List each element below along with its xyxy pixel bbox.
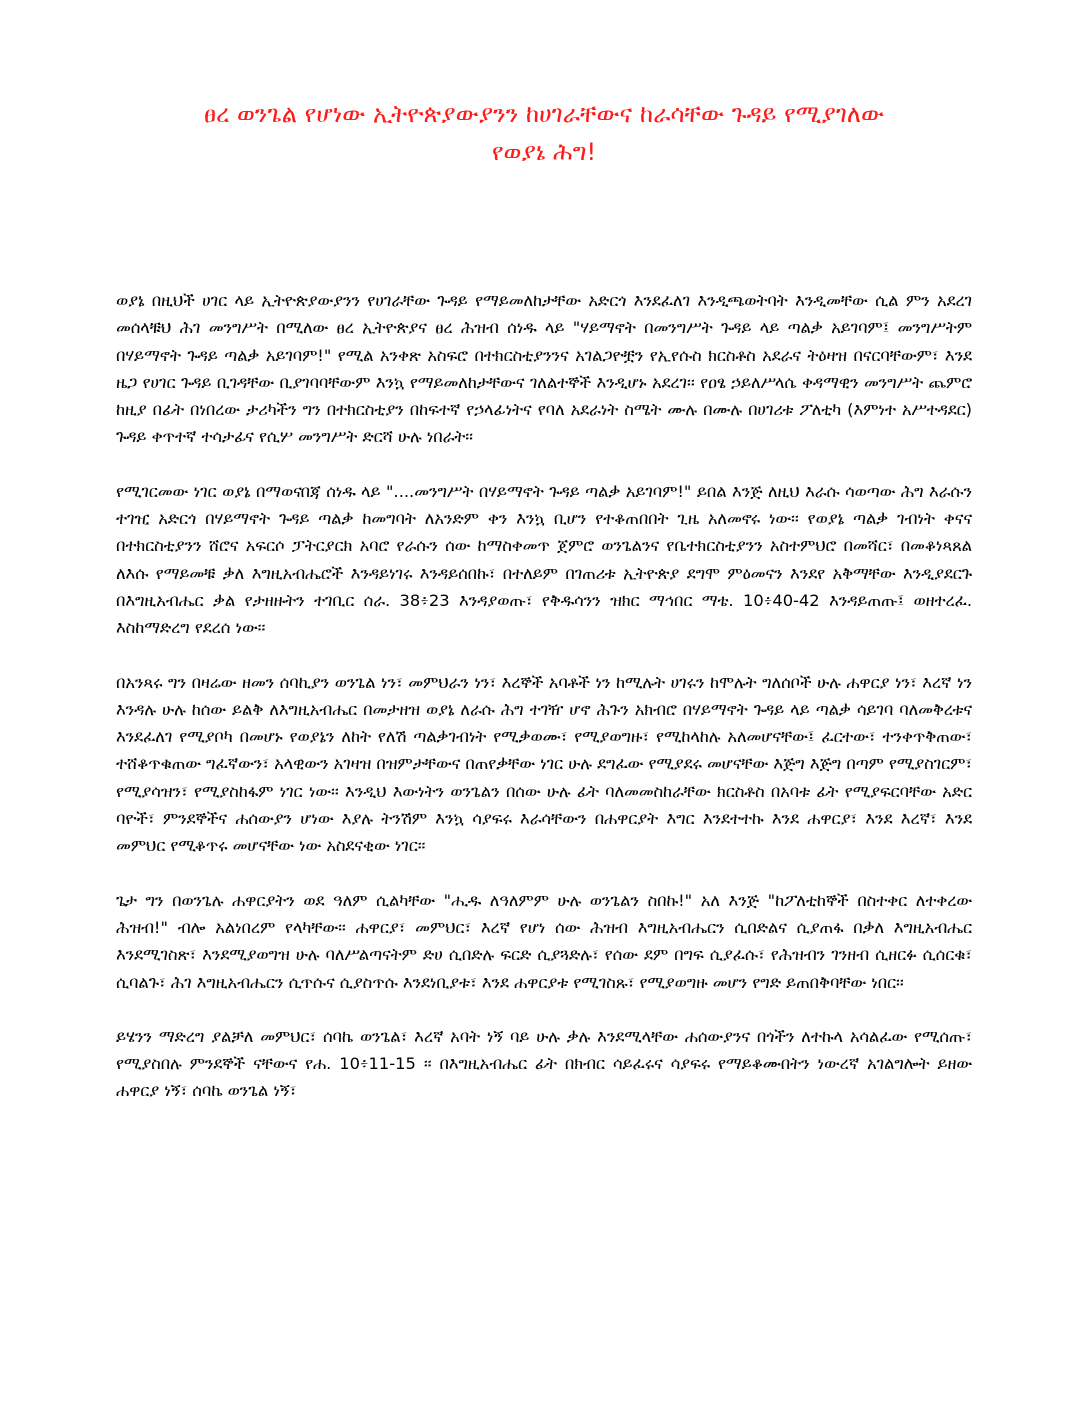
title-line-2: የወያኔ ሕግ! [491, 138, 597, 166]
paragraph-1: ወያኔ በዚህች ሀገር ላይ ኢትዮጵያውያንን የሀገራቸው ጉዳይ የማይመለከታቸው አድርጎ እንደፈለገ እንዲጫወትባት እንዲመቸው ሲል ምን አደረገ መሰላቹህ ሕገ መንግሥት በሚለው ፀረ ኢትዮጵያና ፀረ ሕዝብ ሰነዱ ላይ "ሃይማኖት በመንግሥት ጉዳይ ላይ ጣልቃ አይገባም፤ መንግሥትም በሃይማኖት ጉዳይ ጣልቃ አይገባም!" የሚል አንቀጽ አስፍሮ በተክርስቲያንንና አገልጋዮቿን የኢየሱስ ክርስቶስ አደራና ትዕዛዝ በናርባቸውም፣ እንደ ዜጋ የሀገር ጉዳይ ቢገዳቸው ቢያገባባቸውም እንኳ የማይመለከታቸውና ገለልተኞች እንዲሆኑ አደረገ፡፡ የዐፄ ኃይለሥላሴ ቀዳማዊን መንግሥት ጨምሮ ከዚያ በፊት በነበረው ታሪካችን ግን በተክርስቲያን በከፍተኛ የኃላፊነትና የባለ አደራነት ስሜት ሙሉ በሙሉ በሀገሪቱ ፖለቲካ (እምነተ አሥተዳደር) ጉዳይ ቀጥተኛ ተሳታፊና የሲሦ መንግሥት ድርሻ ሁሉ ነበራት፡፡ [116, 291, 972, 447]
paragraph-2: የሚገርመው ነገር ወያኔ በማወናበጃ ሰነዱ ላይ "....መንግሥት በሃይማኖት ጉዳይ ጣልቃ አይገባም!" ይበል እንጅ ለዚህ እራሱ ሳወጣው ሕግ እራሱን ተገዢ አድርጎ በሃይማኖት ጉዳይ ጣልቃ ከመግባት ለአንድም ቀን እንኳ ቢሆን የተቆጠበበት ጊዜ አለመኖሩ ነው፡፡ የወያኔ ጣልቃ ገብነት ቀናና በተክርስቲያንን ሸሮና አፍርሶ ፓትርያርክ አባሮ የራሱን ሰው ከማስቀመጥ ጀምሮ ወንጌልንና የቤተክርስቲያንን አስተምህሮ በመሻር፣ በመቆነጻጸል ለእሱ የማይመቹ ቃለ እግዚአብሔሮች እንዳይነገሩ እንዳይሰበኩ፣ በተለይም በገጠሪቱ ኢትዮጵያ ደግሞ ምዕመናን እንደየ አቅማቸው እንዲያደርጉ በእግዚአብሔር ቃል የታዘዙትን ተገቢር ሰራ. 38፥23 እንዳያወጡ፣ የቅዱሳንን ዝክር ማኅበር ማቴ. 10፥40-42 እንዳይጠጡ፤ ወዘተረፈ. እስከማድረግ የደረሰ ነው፡፡ [116, 481, 972, 638]
paragraph-4: ጌታ ግን በወንጌሉ ሐዋርያትን ወደ ዓለም ሲልካቸው "ሒዱ ለዓለምም ሁሉ ወንጌልን ስበኩ!" አለ እንጅ "ከፖለቲከኞች በስተቀር ለተቀረው ሕዝብ!" ብሎ አልነበረም የላካቸው፡፡ ሐዋርያ፣ መምህር፣ እረኛ የሆነ ሰው ሕዝብ እግዚአብሔርን ሲበድልና ሲያጠፋ በቃለ እግዚአብሔር እንደሚገስጽ፣ እንደሚያወግዝ ሁሉ ባለሥልጣናትም ድሀ ሲበድሉ ፍርድ ሲያጓድሉ፣ የሰው ደም በግፍ ሲያፈሱ፣ የሕዝብን ገንዘብ ሲዘርፉ ሲሰርቁ፣ ሲባልጉ፣ ሕገ እግዚአብሔርን ሲጥሱና ሲያስጥሱ እንደነቢያቱ፣ እንደ ሐዋርያቱ የሚገስጹ፣ የሚያወግዙ መሆን የግድ ይጠበቅባቸው ነበር፡፡ [116, 890, 972, 992]
title-line-1: ፀረ ወንጌል የሆነው ኢትዮጵያውያንን ከሀገራቸውና ከራሳቸው ጉዳይ የሚያገለው [204, 100, 884, 128]
document-body [116, 287, 972, 1132]
document-title [100, 95, 988, 171]
paragraph-3: በአንጻሩ ግን በዛሬው ዘመን ሰባኪያን ወንጌል ነን፣ መምህራን ነን፣ እረኞች አባቶች ነን ከሚሉት ሀገሩን ከሞሉት ግለሰቦች ሁሉ ሐዋርያ ነን፣ እረኛ ነን እንዳሉ ሁሉ ከሰው ይልቅ ለእግዚአብሔር በመታዘዝ ወያኔ ለራሱ ሕግ ተገዥ ሆኖ ሕጉን አክብሮ በሃይማኖት ጉዳይ ላይ ጣልቃ ሳይገባ ባለመቅረቱና እንደፈለገ የሚያቦካ በመሆኑ የወያኔን ለከት የለሽ ጣልቃገብነት የሚቃወሙ፣ የሚያወግዙ፣ የሚከላከሉ አለመሆናቸው፤ ፈርተው፣ ተንቀጥቅጠው፣ ተሸቆጥቁጠው ግፈኛውን፣ አላዊውን አገዛዝ በዝምታቸውና በጠየቃቸው ነገር ሁሉ ደግፈው የሚያደሩ መሆናቸው እጅግ እጅግ በጣም የሚያስገርም፣ የሚያሳዝን፣ የሚያስከፋም ነገር ነው፡፡ እንዲህ እውነትን ወንጌልን በሰው ሁሉ ፊት ባለመመስከራቸው ክርስቶስ በአባቱ ፊት የሚያፍርባቸው አድር ባዮች፣ ምንደኞችና ሐሰውያን ሆነው እያሉ ትንሽም እንኳ ሳያፍሩ እራሳቸውን በሐዋርያት እግር እንደተተኩ እንደ ሐዋርያ፣ እንደ እረኛ፣ እንደ መምህር የሚቆጥሩ መሆናቸው ነው አስደናቂው ነገር፡፡ [116, 672, 972, 856]
paragraph-5: ይሄንን ማድረግ ያልቻለ መምህር፣ ሰባኬ ወንጌል፣ እረኛ አባት ነኝ ባይ ሁሉ ቃሉ እንደሚላቸው ሐሰውያንና በጎችን ለተኩላ አሳልፈው የሚሰጡ፣ የሚያስበሉ ምንደኞች ናቸውና የሐ. 10፥11-15 ፡፡ በእግዚአብሔር ፊት በክብር ሳይፈሩና ሳያፍሩ የማይቆሙበትን ነውረኛ አገልግሎት ይዘው ሐዋርያ ነኝ፣ ሰባኬ ወንጌል ነኝ፣ [116, 1026, 972, 1101]
